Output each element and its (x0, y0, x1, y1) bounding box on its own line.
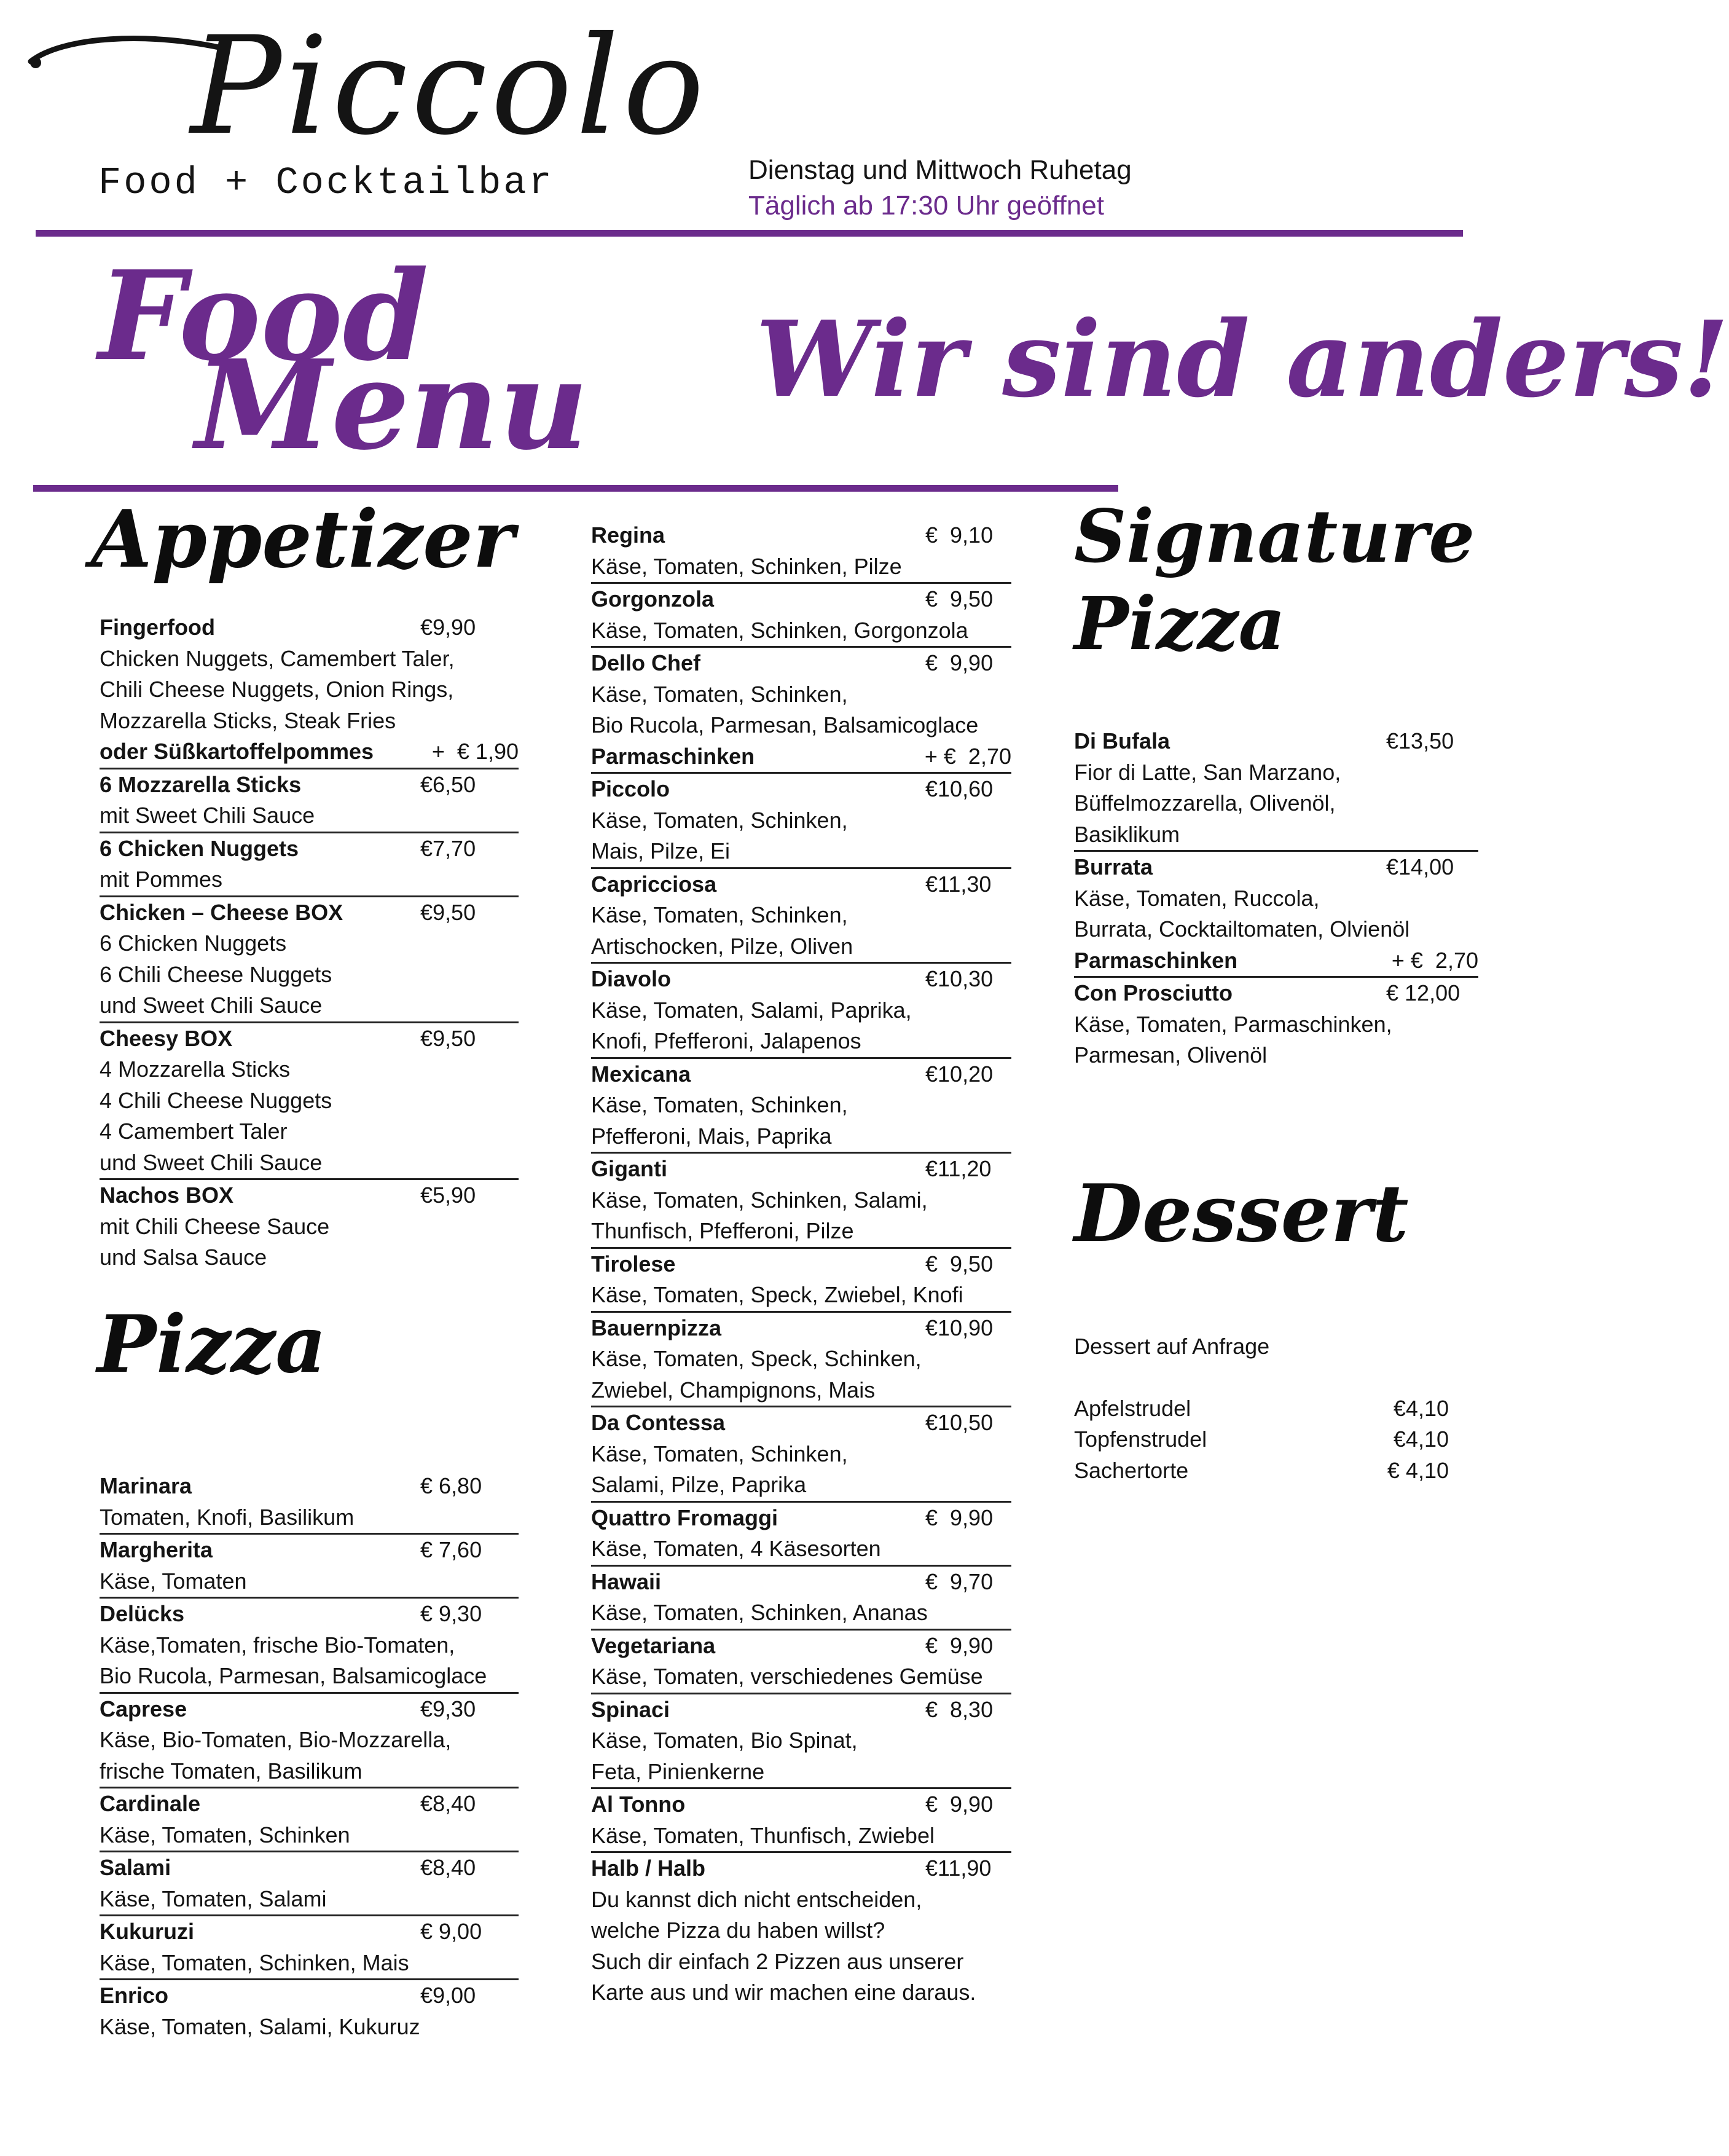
menu-item (591, 1789, 1011, 1853)
menu-item-name: Di Bufala (1074, 728, 1170, 753)
menu-item-description: Bio Rucola, Parmesan, Balsamicoglace (591, 712, 979, 738)
menu-item (591, 1154, 1011, 1249)
menu-item-price: €9,30 (420, 1696, 476, 1721)
dessert-price: € 4,10 (1387, 1457, 1449, 1483)
menu-item-header (100, 1916, 519, 1948)
menu-item-name: Capricciosa (591, 871, 717, 897)
menu-item-price: € 7,60 (420, 1537, 482, 1562)
menu-item-price: €9,00 (420, 1983, 476, 2008)
menu-item (591, 1567, 1011, 1631)
appetizer-title: Appetizer (91, 494, 515, 586)
menu-item-price: € 9,90 (925, 650, 994, 675)
menu-item-price: €8,40 (420, 1855, 476, 1880)
menu-item-header (591, 1694, 1011, 1726)
dessert-section (1074, 1331, 1449, 1486)
menu-item-description: Käse, Tomaten, Schinken, Ananas (591, 1600, 928, 1625)
menu-item-description: Pfefferoni, Mais, Paprika (591, 1123, 832, 1149)
menu-item-description: Käse, Tomaten, Thunfisch, Zwiebel (591, 1822, 935, 1848)
menu-item-price: € 8,30 (925, 1696, 994, 1722)
menu-item-header (100, 897, 519, 929)
menu-item-header (591, 1313, 1011, 1344)
extra-price: + € 2,70 (1391, 947, 1478, 973)
brand-subtitle: Food + Cocktailbar (98, 161, 554, 205)
menu-item-price: €11,30 (925, 871, 992, 897)
menu-item (591, 774, 1011, 869)
menu-item-header (100, 1471, 519, 1502)
menu-item-description: Käse, Tomaten, Schinken, Gorgonzola (591, 617, 968, 643)
menu-item-header (100, 1980, 519, 2012)
menu-item-description: Käse, Tomaten, Schinken, Pilze (591, 553, 902, 579)
menu-item (591, 1313, 1011, 1408)
dessert-item (1074, 1393, 1449, 1425)
dessert-spacer (1074, 1363, 1449, 1393)
menu-item-price: € 12,00 (1386, 980, 1460, 1005)
menu-item-name: Caprese (100, 1696, 187, 1721)
menu-item (100, 769, 519, 833)
menu-item-description: Käse, Tomaten, Ruccola, (1074, 885, 1320, 911)
signature-title-line1: Signature (1074, 494, 1475, 579)
menu-item-name: Quattro Fromaggi (591, 1505, 778, 1530)
menu-item (100, 1852, 519, 1916)
menu-item-description: frische Tomaten, Basilikum (100, 1758, 363, 1784)
menu-item-description: Käse, Tomaten, Schinken, Salami, (591, 1187, 928, 1213)
menu-item-name: Fingerfood (100, 615, 215, 640)
menu-item-price: € 9,90 (925, 1632, 994, 1658)
opening-time: Täglich ab 17:30 Uhr geöffnet (748, 191, 1104, 221)
menu-item (591, 1249, 1011, 1313)
menu-item-name: Bauernpizza (591, 1315, 722, 1340)
menu-item-header (100, 1852, 519, 1884)
menu-item (591, 1853, 1011, 1884)
menu-item (591, 1059, 1011, 1154)
menu-item-price: €10,20 (925, 1061, 994, 1087)
menu-item-description: Parmesan, Olivenöl (1074, 1042, 1268, 1068)
menu-item-description: Käse, Tomaten, Speck, Schinken, (591, 1346, 922, 1371)
dessert-name: Topfenstrudel (1074, 1426, 1207, 1452)
menu-item (100, 833, 519, 897)
menu-item-name: Chicken – Cheese BOX (100, 899, 343, 925)
menu-item-name: 6 Chicken Nuggets (100, 835, 299, 861)
menu-item-description: Käse, Tomaten, Salami (100, 1886, 327, 1911)
menu-item-header (1074, 978, 1478, 1009)
menu-item-price: €10,60 (925, 776, 994, 801)
menu-item-description: Käse, Tomaten, verschiedenes Gemüse (591, 1664, 983, 1689)
menu-item-description: Käse, Bio-Tomaten, Bio-Mozzarella, (100, 1727, 452, 1752)
menu-item-name: Gorgonzola (591, 586, 714, 612)
menu-item-price: €10,50 (925, 1410, 994, 1435)
menu-item-price: €10,30 (925, 966, 994, 991)
opening-hours (748, 152, 1132, 224)
menu-item-name: Da Contessa (591, 1410, 726, 1435)
menu-item (100, 1180, 519, 1273)
menu-item-description: Mais, Pilze, Ei (591, 838, 731, 864)
menu-item-description: Käse, Tomaten, Parmaschinken, (1074, 1011, 1392, 1037)
menu-item-price: €6,50 (420, 771, 476, 797)
menu-item-header (100, 1599, 519, 1630)
menu-item-extra (100, 736, 519, 768)
menu-item-description: Knofi, Pfefferoni, Jalapenos (591, 1028, 861, 1053)
logo-text: Piccolo (190, 7, 708, 165)
menu-item-description: Käse, Tomaten, Schinken (100, 1822, 350, 1847)
menu-item-name: Giganti (591, 1156, 667, 1181)
menu-item-name: Marinara (100, 1473, 192, 1498)
menu-item-name: Enrico (100, 1983, 169, 2008)
menu-item-header (1074, 726, 1478, 757)
menu-item-name: Piccolo (591, 776, 670, 801)
menu-item (100, 1788, 519, 1852)
menu-item-header (591, 964, 1011, 995)
extra-price: + € 1,90 (431, 739, 519, 764)
menu-item-header (591, 1853, 1011, 1884)
menu-item-description: Chicken Nuggets, Camembert Taler, (100, 645, 455, 671)
menu-item-price: € 9,50 (925, 586, 994, 612)
menu-item-name: Halb / Halb (591, 1855, 706, 1881)
menu-item-price: € 9,90 (925, 1505, 994, 1530)
menu-item (591, 1407, 1011, 1503)
menu-item (100, 1694, 519, 1789)
menu-item-description: Käse, Tomaten (100, 1568, 247, 1594)
menu-item-name: Cardinale (100, 1791, 201, 1816)
menu-item-description: Fior di Latte, San Marzano, (1074, 759, 1341, 785)
menu-item-header (591, 1154, 1011, 1185)
menu-item-name: Delücks (100, 1601, 185, 1626)
menu-item-price: € 9,10 (925, 522, 994, 548)
dessert-note: Dessert auf Anfrage (1074, 1334, 1270, 1359)
menu-item-description: Basiklikum (1074, 821, 1180, 847)
menu-item-price: €10,90 (925, 1315, 994, 1340)
halb-halb-note: Karte aus und wir machen eine daraus. (591, 1980, 976, 2005)
halb-halb-note: Du kannst dich nicht entscheiden, (591, 1886, 922, 1912)
menu-item-name: Spinaci (591, 1696, 670, 1722)
menu-item-name: Al Tonno (591, 1792, 686, 1817)
menu-item-header (591, 1503, 1011, 1534)
menu-item (100, 1980, 519, 2042)
menu-item-description: 6 Chili Cheese Nuggets (100, 961, 332, 987)
menu-item-description: und Sweet Chili Sauce (100, 1149, 323, 1175)
extra-price: + € 2,70 (924, 743, 1011, 769)
menu-item-header (100, 1788, 519, 1820)
menu-item (591, 869, 1011, 964)
menu-item-name: Regina (591, 522, 665, 548)
menu-item-header (591, 584, 1011, 615)
menu-item-description: Burrata, Cocktailtomaten, Olvienöl (1074, 916, 1410, 942)
halb-halb-note: welche Pizza du haben willst? (591, 1918, 885, 1943)
menu-item-name: Kukuruzi (100, 1919, 195, 1944)
menu-item-header (100, 612, 519, 643)
divider-top (36, 230, 1463, 237)
menu-item-name: Mexicana (591, 1061, 691, 1087)
food-title-line1: Food (98, 244, 429, 388)
menu-item (100, 1535, 519, 1599)
menu-item (100, 897, 519, 1023)
menu-item-header (591, 1059, 1011, 1090)
menu-item-header (591, 869, 1011, 900)
menu-item-header (591, 1407, 1011, 1439)
dessert-item (1074, 1424, 1449, 1455)
menu-item-description: Käse, Tomaten, Schinken, (591, 902, 848, 927)
dessert-price: €4,10 (1393, 1426, 1449, 1452)
menu-item-description: Feta, Pinienkerne (591, 1758, 765, 1784)
menu-item-header (100, 1023, 519, 1055)
halb-halb-note: Such dir einfach 2 Pizzen aus unserer (591, 1948, 964, 1974)
menu-item (591, 648, 1011, 774)
menu-item-description: 4 Chili Cheese Nuggets (100, 1087, 332, 1113)
menu-item-extra (1074, 945, 1478, 977)
menu-item-price: € 9,00 (420, 1919, 482, 1944)
menu-item-header (591, 648, 1011, 679)
menu-item (100, 1471, 519, 1535)
menu-item-header (591, 1249, 1011, 1280)
menu-item-price: €9,50 (420, 1025, 476, 1051)
extra-name: oder Süßkartoffelpommes (100, 739, 374, 764)
menu-item-header (100, 833, 519, 865)
menu-item-price: € 9,70 (925, 1568, 994, 1594)
menu-item (591, 1631, 1011, 1694)
menu-item-description: Bio Rucola, Parmesan, Balsamicoglace (100, 1663, 487, 1688)
menu-item-name: Con Prosciutto (1074, 980, 1233, 1005)
menu-item (100, 1599, 519, 1694)
menu-item (1074, 726, 1478, 852)
menu-item-description: Käse, Tomaten, Bio Spinat, (591, 1728, 858, 1753)
signature-title-line2: Pizza (1074, 581, 1286, 666)
menu-item-name: 6 Mozzarella Sticks (100, 771, 302, 797)
menu-item-price: € 9,90 (925, 1792, 994, 1817)
dessert-name: Sachertorte (1074, 1457, 1189, 1483)
menu-item-price: €14,00 (1386, 854, 1454, 879)
menu-item-description: Käse, Tomaten, Salami, Kukuruz (100, 2013, 420, 2039)
logo (25, 7, 708, 172)
closed-days: Dienstag und Mittwoch Ruhetag (748, 155, 1132, 185)
menu-item-description: mit Pommes (100, 867, 223, 892)
dessert-name: Apfelstrudel (1074, 1395, 1191, 1421)
menu-item-extra (591, 741, 1011, 773)
menu-item (591, 964, 1011, 1059)
menu-item-name: Dello Chef (591, 650, 701, 675)
menu-item-header (100, 1180, 519, 1211)
menu-item-description: Käse, Tomaten, Schinken, Mais (100, 1949, 409, 1975)
menu-item-header (591, 1789, 1011, 1820)
menu-item-price: €5,90 (420, 1182, 476, 1208)
pizza-title: Pizza (97, 1299, 327, 1391)
dessert-price: €4,10 (1393, 1395, 1449, 1421)
menu-item-header (591, 520, 1011, 551)
menu-item-description: Käse, Tomaten, Speck, Zwiebel, Knofi (591, 1282, 963, 1307)
menu-item-price: €9,90 (420, 615, 476, 640)
extra-name: Parmaschinken (591, 743, 755, 769)
menu-item-header (591, 1631, 1011, 1662)
menu-item-name: Burrata (1074, 854, 1153, 879)
menu-item-description: 4 Camembert Taler (100, 1119, 288, 1144)
menu-item (591, 1503, 1011, 1567)
menu-item-name: Diavolo (591, 966, 672, 991)
menu-item-header (591, 1567, 1011, 1598)
divider-mid (33, 485, 1118, 492)
menu-item (100, 612, 519, 769)
menu-item-description: 6 Chicken Nuggets (100, 930, 287, 956)
menu-item-description: und Salsa Sauce (100, 1245, 267, 1270)
menu-item (591, 584, 1011, 648)
menu-item-price: € 9,50 (925, 1251, 994, 1277)
menu-item-description: Käse, Tomaten, Schinken, (591, 1092, 848, 1117)
menu-item-price: € 9,30 (420, 1601, 482, 1626)
menu-item (100, 1916, 519, 1980)
menu-item-description: Käse, Tomaten, 4 Käsesorten (591, 1536, 881, 1561)
menu-item-price: €7,70 (420, 835, 476, 861)
menu-item-description: Käse, Tomaten, Schinken, (591, 681, 848, 707)
menu-item-description: mit Sweet Chili Sauce (100, 803, 315, 828)
extra-name: Parmaschinken (1074, 947, 1238, 973)
slogan: Wir sind anders! (756, 298, 1729, 421)
menu-item-description: mit Chili Cheese Sauce (100, 1213, 330, 1239)
menu-item-header (100, 769, 519, 801)
menu-item-header (1074, 852, 1478, 883)
menu-item-header (100, 1694, 519, 1725)
menu-item-description: Büffelmozzarella, Olivenöl, (1074, 790, 1336, 816)
menu-item-description: Tomaten, Knofi, Basilikum (100, 1504, 355, 1530)
dessert-item (1074, 1455, 1449, 1487)
menu-item-description: 4 Mozzarella Sticks (100, 1056, 291, 1082)
menu-item-name: Cheesy BOX (100, 1025, 233, 1051)
food-title-line2: Menu (195, 333, 589, 478)
menu-item-description: Mozzarella Sticks, Steak Fries (100, 707, 396, 733)
menu-item-description: Käse, Tomaten, Schinken, (591, 807, 848, 833)
menu-item-name: Nachos BOX (100, 1182, 234, 1208)
menu-item-description: Artischocken, Pilze, Oliven (591, 933, 853, 959)
menu-item-description: Käse, Tomaten, Schinken, (591, 1441, 848, 1466)
menu-item-description: und Sweet Chili Sauce (100, 993, 323, 1018)
menu-item-name: Tirolese (591, 1251, 676, 1277)
menu-item-description: Käse, Tomaten, Salami, Paprika, (591, 997, 912, 1023)
menu-item (1074, 978, 1478, 1071)
pizza-list-left (100, 1471, 519, 2042)
menu-item-name: Hawaii (591, 1568, 662, 1594)
menu-item-description: Salami, Pilze, Paprika (591, 1472, 807, 1497)
menu-item-name: Margherita (100, 1537, 213, 1562)
menu-item-description: Thunfisch, Pfefferoni, Pilze (591, 1218, 854, 1243)
menu-item-price: €9,50 (420, 899, 476, 925)
menu-item-price: €11,90 (925, 1855, 992, 1881)
menu-item (591, 1694, 1011, 1790)
menu-item-name: Salami (100, 1855, 171, 1880)
menu-item-price: € 6,80 (420, 1473, 482, 1498)
menu-item (100, 1023, 519, 1181)
dessert-title: Dessert (1074, 1168, 1409, 1260)
menu-item-price: €11,20 (925, 1156, 992, 1181)
menu-item-price: €8,40 (420, 1791, 476, 1816)
menu-item-description: Zwiebel, Champignons, Mais (591, 1377, 876, 1403)
signature-pizza-list (1074, 726, 1478, 1071)
menu-item-header (591, 774, 1011, 805)
appetizer-list (100, 612, 519, 1273)
menu-item (1074, 852, 1478, 978)
menu-item-price: €13,50 (1386, 728, 1454, 753)
menu-item-name: Vegetariana (591, 1632, 716, 1658)
pizza-list-middle (591, 520, 1011, 2008)
menu-item (591, 520, 1011, 584)
menu-item-description: Käse,Tomaten, frische Bio-Tomaten, (100, 1632, 455, 1658)
menu-item-header (100, 1535, 519, 1566)
menu-item-description: Chili Cheese Nuggets, Onion Rings, (100, 677, 454, 702)
